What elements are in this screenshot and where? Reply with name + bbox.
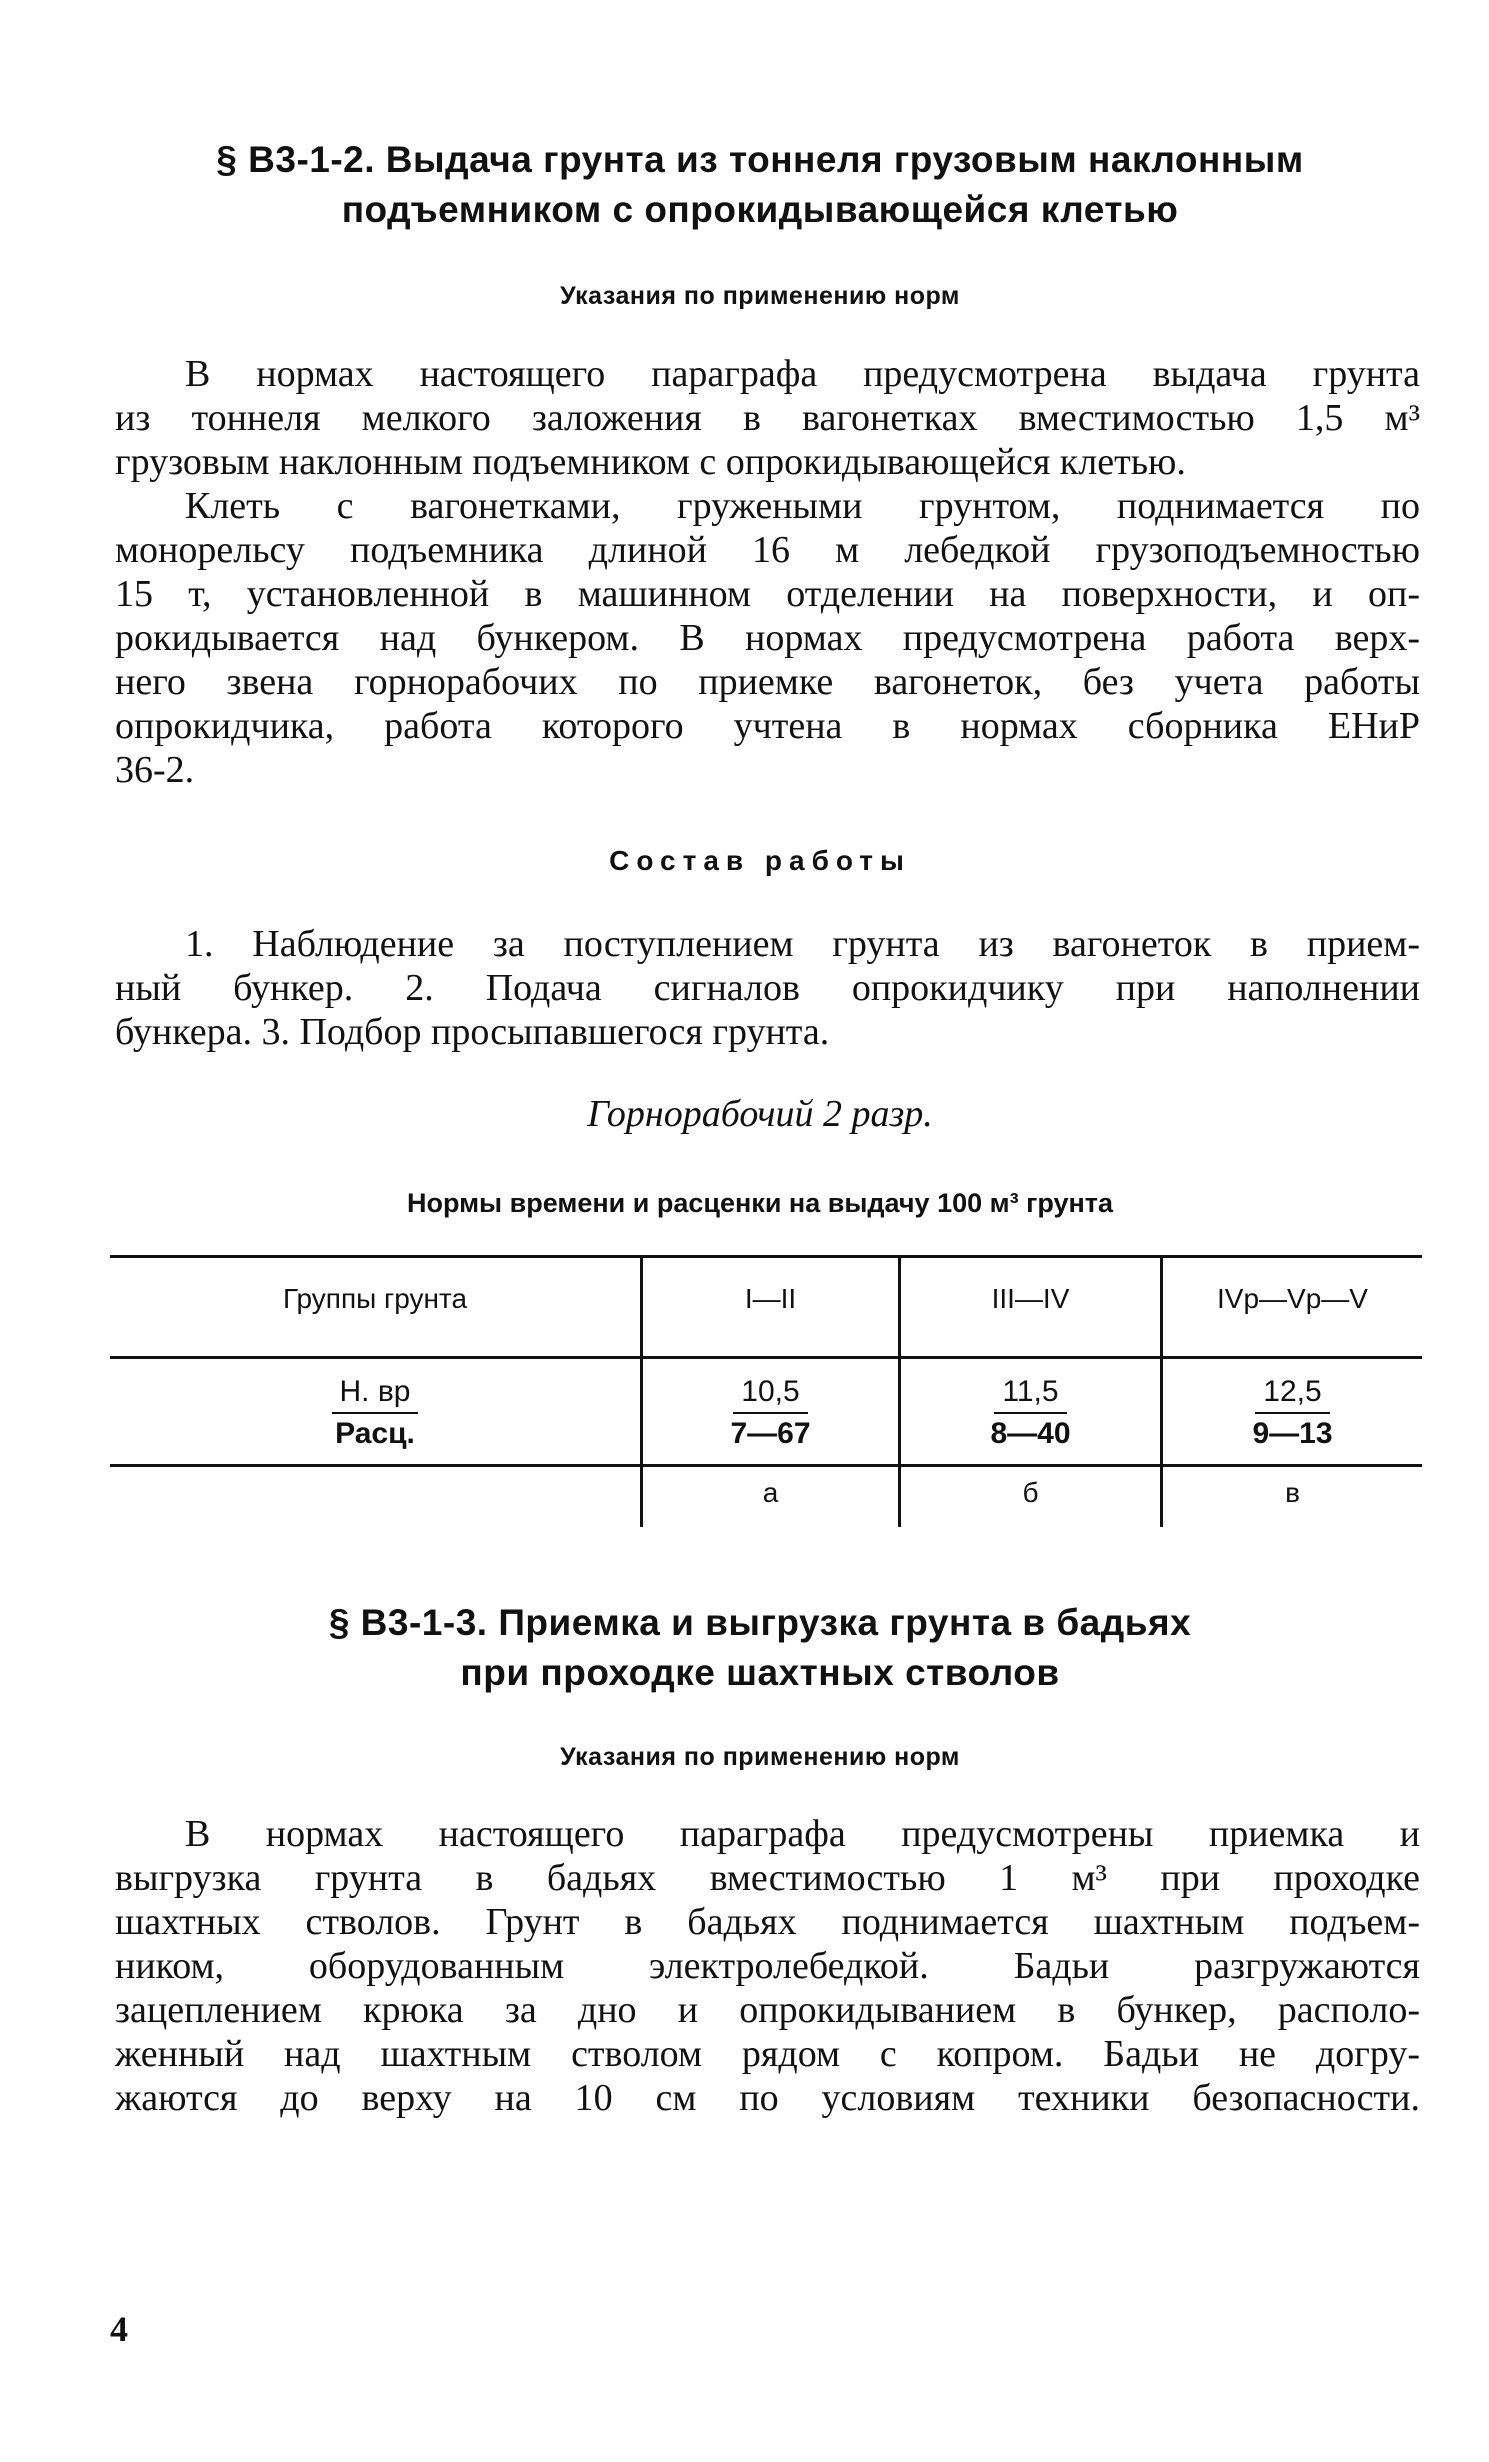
text-line: шахтных стволов. Грунт в бадьях поднимается шахтным подъем- (115, 1901, 1420, 1943)
text-line: рокидывается над бункером. В нормах предусмотрена работа верх- (115, 617, 1420, 659)
text-line: грузовым наклонным подъемником с опрокидывающейся клетью. (115, 441, 1186, 483)
section-title-line: подъемником с опрокидывающейся клетью (341, 189, 1179, 230)
norms-table (110, 1255, 1422, 1527)
text-line: бункера. 3. Подбор просыпавшегося грунта. (115, 1011, 830, 1053)
guidelines-heading: Указания по применению норм (560, 282, 960, 310)
time-norm-value: 12,5 (1255, 1372, 1329, 1414)
guidelines-paragraph (115, 1812, 1420, 2120)
rate-value: 7—67 (730, 1417, 811, 1450)
text-line: опрокидчика, работа которого учтена в нормах сборника ЕНиР (115, 705, 1420, 747)
row-label-rate: Расц. (335, 1417, 415, 1450)
text-line: зацеплением крюка за дно и опрокидыванием в бункер, располо- (115, 1989, 1420, 2031)
section-title-line: при проходке шахтных стволов (460, 1652, 1060, 1693)
table-body-rule (110, 1464, 1422, 1467)
column-letter: б (1022, 1477, 1039, 1508)
value-cell (643, 1372, 898, 1454)
header-column: IVp—Vp—V (1217, 1283, 1368, 1314)
text-line: женный над шахтным стволом рядом с копром. Бадьи не догру- (115, 2033, 1420, 2075)
text-line: 15 т, установленной в машинном отделении на поверхности, и оп- (115, 573, 1420, 615)
rate-value: 8—40 (990, 1417, 1071, 1450)
guidelines-paragraph (115, 352, 1420, 792)
text-line: монорельсу подъемника длиной 16 м лебедкой грузоподъемностью (115, 529, 1420, 571)
column-letter: а (762, 1477, 779, 1508)
table-top-rule (110, 1255, 1422, 1258)
text-line: него звена горнорабочих по приемке вагонеток, без учета работы (115, 661, 1420, 703)
row-label-time-norm: Н. вр (332, 1372, 419, 1414)
text-line: В нормах настоящего параграфа предусмотрены приемка и (185, 1813, 1420, 1855)
time-norm-value: 10,5 (733, 1372, 807, 1414)
worker-grade: Горнорабочий 2 разр. (587, 1093, 933, 1135)
section-title-line: § В3-1-2. Выдача грунта из тоннеля грузовым наклонным (216, 139, 1304, 180)
table-caption: Нормы времени и расценки на выдачу 100 м³ грунта (406, 1188, 1114, 1218)
table-header-rule (110, 1356, 1422, 1359)
header-column: I—II (744, 1283, 797, 1314)
page-number: 4 (110, 2309, 128, 2349)
text-line: из тоннеля мелкого заложения в вагонетках вместимостью 1,5 м³ (115, 397, 1420, 439)
text-line: Клеть с вагонетками, гружеными грунтом, поднимается по (185, 485, 1420, 527)
column-letter: в (1285, 1477, 1300, 1508)
section-title-line: § В3-1-3. Приемка и выгрузка грунта в бадьях (328, 1602, 1192, 1643)
value-cell (1163, 1372, 1422, 1454)
value-cell (901, 1372, 1160, 1454)
row-labels (110, 1372, 640, 1454)
time-norm-value: 11,5 (994, 1372, 1066, 1414)
text-line: В нормах настоящего параграфа предусмотрена выдача грунта (185, 353, 1420, 395)
guidelines-heading: Указания по применению норм (560, 1743, 960, 1771)
header-column: III—IV (991, 1283, 1070, 1314)
text-line: жаются до верху на 10 см по условиям техники безопасности. (115, 2077, 1420, 2119)
section-title-b3-1-2 (110, 135, 1410, 235)
text-line: ный бункер. 2. Подача сигналов опрокидчику при наполнении (115, 967, 1420, 1009)
text-line: 36-2. (115, 749, 195, 791)
text-line: выгрузка грунта в бадьях вместимостью 1 м³ при проходке (115, 1857, 1420, 1899)
section-title-b3-1-3 (110, 1598, 1410, 1698)
rate-value: 9—13 (1252, 1417, 1333, 1450)
header-soil-groups: Группы грунта (282, 1283, 468, 1314)
work-composition-paragraph (115, 922, 1420, 1054)
work-composition-heading: Состав работы (609, 845, 911, 876)
text-line: ником, оборудованным электролебедкой. Бадьи разгружаются (115, 1945, 1420, 1987)
text-line: 1. Наблюдение за поступлением грунта из вагонеток в прием- (185, 923, 1420, 965)
